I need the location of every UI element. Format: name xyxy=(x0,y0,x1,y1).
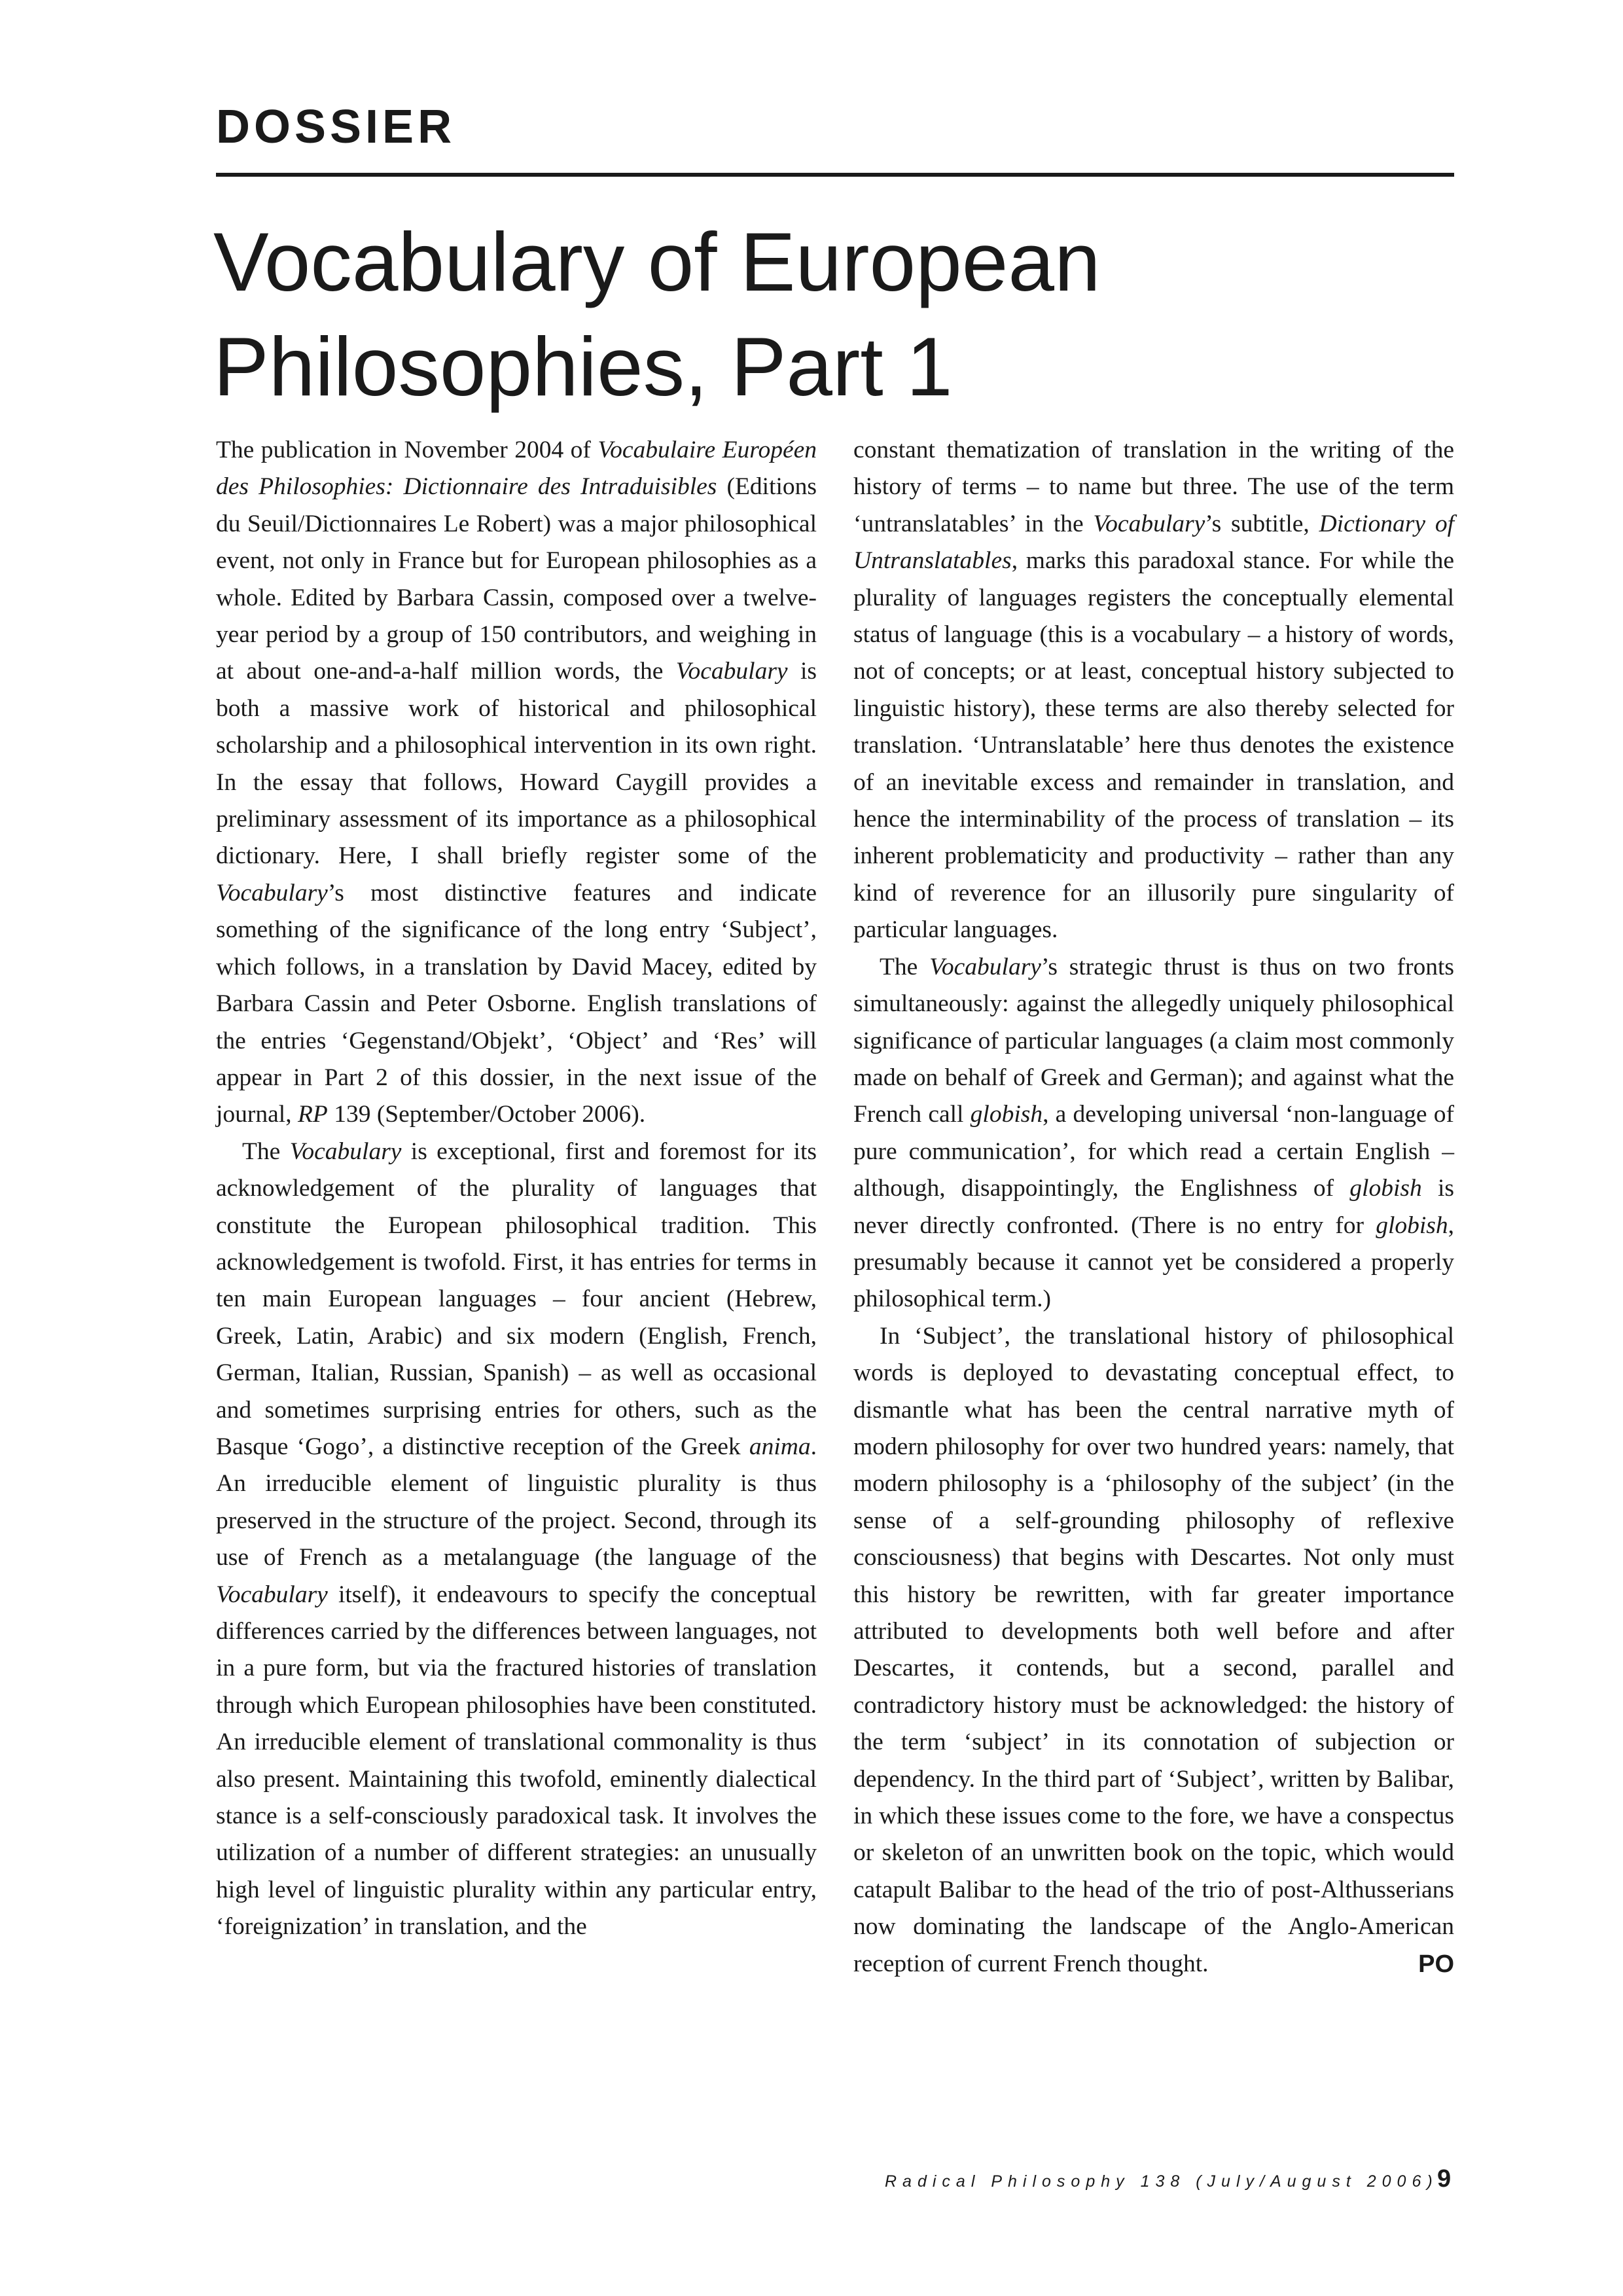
section-label: DOSSIER xyxy=(216,101,456,153)
page-title xyxy=(213,209,1457,419)
title-line-1: Vocabulary of European xyxy=(213,215,1101,308)
title-line-2: Philosophies, Part 1 xyxy=(213,320,953,413)
page-number: 9 xyxy=(1437,2165,1452,2193)
left-column xyxy=(216,432,817,1946)
paragraph: constant thematization of translation in the writing of the history of terms – to name but three. The use of the term ‘untranslatables’ in the Vocabulary’s subtitle, Dictionary of Untranslatables, marks this paradoxal stance. For while the plurality of languages registers the conceptually elemental status of language (this is a vocabulary – a history of words, not of concepts; or at least, conceptual history subjected to linguistic history), these terms are also thereby selected for translation. ‘Untranslatable’ here thus denotes the existence of an inevitable excess and remainder in translation, and hence the interminability of the process of translation – its inherent problematicity and productivity – rather than any kind of reverence for an illusorily pure singularity of particular languages. xyxy=(853,437,1454,944)
paragraph: The Vocabulary’s strategic thrust is thus on two fronts simultaneously: against the allegedly uniquely philosophical significance of particular languages (a claim most commonly made on behalf of Greek and German); and against what the French call globish, a developing universal ‘non-language of pure communication’, for which read a certain English – although, disappointingly, the Englishness of globish is never directly confronted. (There is no entry for globish, presumably because it cannot yet be considered a properly philosophical term.) xyxy=(853,953,1454,1313)
paragraph: The publication in November 2004 of Vocabulaire Européen des Philosophies: Dictionnaire des Intraduisibles (Editions du Seuil/Dictionnaires Le Robert) was a major philosophical event, not only in France but for European philosophies as a whole. Edited by Barbara Cassin, composed over a twelve-year period by a group of 150 contributors, and weighing in at about one-and-a-half million words, the Vocabulary is both a massive work of historical and philosophical scholarship and a philosophical intervention in its own right. In the essay that follows, Howard Caygill provides a preliminary assessment of its importance as a philosophical dictionary. Here, I shall briefly register some of the Vocabulary’s most distinctive features and indicate something of the significance of the long entry ‘Subject’, which follows, in a translation by David Macey, edited by Barbara Cassin and Peter Osborne. English translations of the entries ‘Gegenstand/Objekt’, ‘Object’ and ‘Res’ will appear in Part 2 of this dossier, in the next issue of the journal, RP 139 (September/October 2006). xyxy=(216,437,817,1128)
paragraph: In ‘Subject’, the translational history of philosophical words is deployed to devastating conceptual effect, to dismantle what has been the central narrative myth of modern philosophy for over two hundred years: namely, that modern philosophy is a ‘philosophy of the subject’ (in the sense of a self-grounding philosophy of reflexive consciousness) that begins with Descartes. Not only must this history be rewritten, with far greater importance attributed to developments both well before and after Descartes, it contends, but a second, parallel and contradictory history must be acknowledged: the history of the term ‘subject’ in its connotation of subjection or dependency. In the third part of ‘Subject’, written by Balibar, in which these issues come to the fore, we have a conspectus or skeleton of an unwritten book on the topic, which would catapult Balibar to the head of the trio of post-Althusserians now dominating the landscape of the Anglo-American reception of current French thought. PO xyxy=(853,1318,1454,1982)
paragraph: The Vocabulary is exceptional, first and foremost for its acknowledgement of the plurality of languages that constitute the European philosophical tradition. This acknowledgement is twofold. First, it has entries for terms in ten main European languages – four ancient (Hebrew, Greek, Latin, Arabic) and six modern (English, French, German, Italian, Russian, Spanish) – as well as occasional and sometimes surprising entries for others, such as the Basque ‘Gogo’, a distinctive reception of the Greek anima. An irreducible element of linguistic plurality is thus preserved in the structure of the project. Second, through its use of French as a metalanguage (the language of the Vocabulary itself), it endeavours to specify the conceptual differences carried by the differences between languages, not in a pure form, but via the fractured histories of translation through which European philosophies have been constituted. An irreducible element of translational commonality is thus also present. Maintaining this twofold, eminently dialectical stance is a self-consciously paradoxical task. It involves the utilization of a number of different strategies: an unusually high level of linguistic plurality within any particular entry, ‘foreignization’ in translation, and the xyxy=(216,1138,817,1941)
author-signature: PO xyxy=(1418,1950,1454,1978)
header-rule xyxy=(216,173,1454,177)
right-column xyxy=(853,432,1454,1982)
footer-journal: Radical Philosophy 138 (July/August 2006) xyxy=(885,2172,1438,2191)
